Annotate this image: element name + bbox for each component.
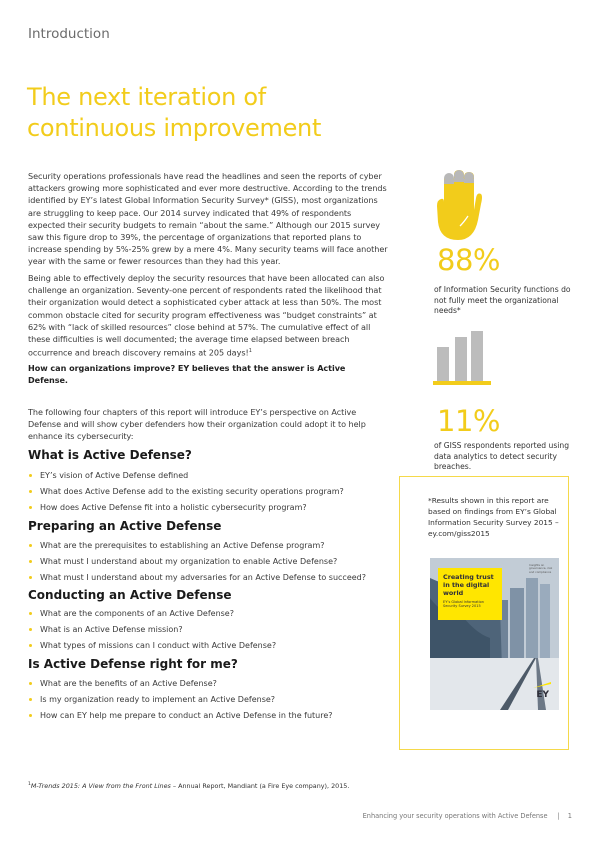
- cover-subtitle: EY’s Global Information Security Survey 2015: [443, 600, 484, 609]
- list-item: [28, 708, 333, 724]
- stop-hand-icon: [434, 170, 482, 242]
- chapter-3-list: [28, 606, 276, 654]
- footnote-source-title: M-Trends 2015: A View from the Front Lines: [30, 782, 171, 791]
- chapter-heading-4: Is Active Defense right for me?: [28, 657, 238, 671]
- list-item: [28, 500, 344, 516]
- footnote: [28, 782, 349, 790]
- cover-corner-text: Insights on governance, risk and compliance: [529, 563, 553, 574]
- list-item: [28, 570, 366, 586]
- page-footer: [363, 812, 572, 820]
- list-item: [28, 538, 366, 554]
- intro-paragraph-3: The following four chapters of this report will introduce EY’s perspective on Active Defense and will show cyber defenders how their organization could adopt it to help enhance its cybersecurity:: [28, 407, 366, 442]
- bullet-icon: [29, 698, 32, 701]
- list-item: [28, 468, 344, 484]
- chapter-1-list: [28, 468, 344, 516]
- list-item: [28, 622, 276, 638]
- footer-title: Enhancing your security operations with Active Defense: [362, 812, 548, 820]
- bullet-icon: [29, 544, 32, 547]
- bullet-icon: [29, 682, 32, 685]
- footnote-ref[interactable]: 1: [248, 348, 252, 355]
- list-item-text: How can EY help me prepare to conduct an Active Defense in the future?: [40, 711, 333, 720]
- list-item-text: What are the components of an Active Defense?: [40, 609, 234, 618]
- page-title: [27, 82, 321, 144]
- footer-separator: |: [557, 812, 560, 820]
- giss-callout-box: [399, 476, 569, 750]
- list-item-text: What are the prerequisites to establishing an Active Defense program?: [40, 541, 325, 550]
- intro-paragraph-2: [28, 272, 388, 359]
- cover-title-block: [438, 568, 502, 620]
- list-item-text: How does Active Defense fit into a holistic cybersecurity program?: [40, 503, 307, 512]
- ey-logo: EY: [536, 690, 549, 700]
- bullet-icon: [29, 490, 32, 493]
- section-label: Introduction: [28, 26, 110, 42]
- bullet-icon: [29, 628, 32, 631]
- list-item: [28, 638, 276, 654]
- title-line-2: continuous improvement: [27, 114, 322, 142]
- intro-paragraph-1: Security operations professionals have read the headlines and seen the reports of cyber attackers growing more sophisticated and ever more destructive. According to the trends identified by EY’s latest Global Information Security Survey* (GISS), most organizations are struggling to keep pace. Our 2014 survey indicated that 49% of respondents expected their security budgets to remain “about the same.” Although our 2015 survey saw this figure drop to 39%, the percentage of organizations that reported plans to increase spending by 5%-25% grew by a mere 4%. Many security teams will face another year with the same or fewer resources than they had this year.: [28, 171, 388, 267]
- chapter-heading-2: Preparing an Active Defense: [28, 519, 222, 533]
- paragraph-2-text: Being able to effectively deploy the security resources that have been allocated can also challenge an organization. Seventy-one percent of respondents rated the likelihood that their organization would detect a sophisticated cyber attack at less than 50%. The most common obstacle cited for security program effectiveness was “budget constraints” at 62% with “lack of skilled resources” close behind at 57%. The cumulative effect of all these difficulties is well documented; the average time elapsed between breach occurrence and breach discovery remains at 205 days!: [28, 273, 385, 358]
- list-item-text: EY’s vision of Active Defense defined: [40, 471, 189, 480]
- stat-88-value: 88%: [437, 243, 500, 277]
- list-item-text: What must I understand about my adversaries for an Active Defense to succeed?: [40, 573, 366, 582]
- page-number: 1: [567, 812, 572, 820]
- title-line-1: The next iteration of: [27, 83, 266, 111]
- chapter-2-list: [28, 538, 366, 586]
- bullet-icon: [29, 576, 32, 579]
- bullet-icon: [29, 644, 32, 647]
- stat-11-description: of GISS respondents reported using data analytics to detect security breaches.: [434, 441, 570, 471]
- ey-logo-beam-icon: [533, 682, 551, 688]
- lead-statement: How can organizations improve? EY believes that the answer is Active Defense.: [28, 363, 346, 386]
- stat-88-description: of Information Security functions do not fully meet the organizational needs*: [434, 285, 571, 315]
- bullet-icon: [29, 714, 32, 717]
- list-item: [28, 554, 366, 570]
- list-item: [28, 606, 276, 622]
- bullet-icon: [29, 506, 32, 509]
- bullet-icon: [29, 474, 32, 477]
- list-item-text: What types of missions can I conduct with Active Defense?: [40, 641, 277, 650]
- bullet-icon: [29, 560, 32, 563]
- list-item-text: Is my organization ready to implement an Active Defense?: [40, 695, 276, 704]
- list-item: [28, 484, 344, 500]
- bar-chart-icon: [433, 325, 493, 385]
- list-item-text: What does Active Defense add to the existing security operations program?: [40, 487, 344, 496]
- cover-title: Creating trust in the digital world: [443, 573, 494, 597]
- chapter-heading-1: What is Active Defense?: [28, 448, 192, 462]
- footnote-marker: 1: [28, 782, 31, 787]
- list-item: [28, 692, 333, 708]
- footnote-source-rest: – Annual Report, Mandiant (a Fire Eye company), 2015.: [170, 782, 350, 791]
- bullet-icon: [29, 612, 32, 615]
- list-item-text: What is an Active Defense mission?: [40, 625, 183, 634]
- stat-11-value: 11%: [437, 404, 500, 438]
- giss-report-cover[interactable]: [430, 558, 559, 710]
- list-item: [28, 676, 333, 692]
- list-item-text: What are the benefits of an Active Defense?: [40, 679, 217, 688]
- chapter-heading-3: Conducting an Active Defense: [28, 588, 232, 602]
- chapter-4-list: [28, 676, 333, 724]
- giss-note: *Results shown in this report are based on findings from EY’s Global Information Security Survey 2015 – ey.com/giss2015: [428, 496, 559, 538]
- list-item-text: What must I understand about my organization to enable Active Defense?: [40, 557, 338, 566]
